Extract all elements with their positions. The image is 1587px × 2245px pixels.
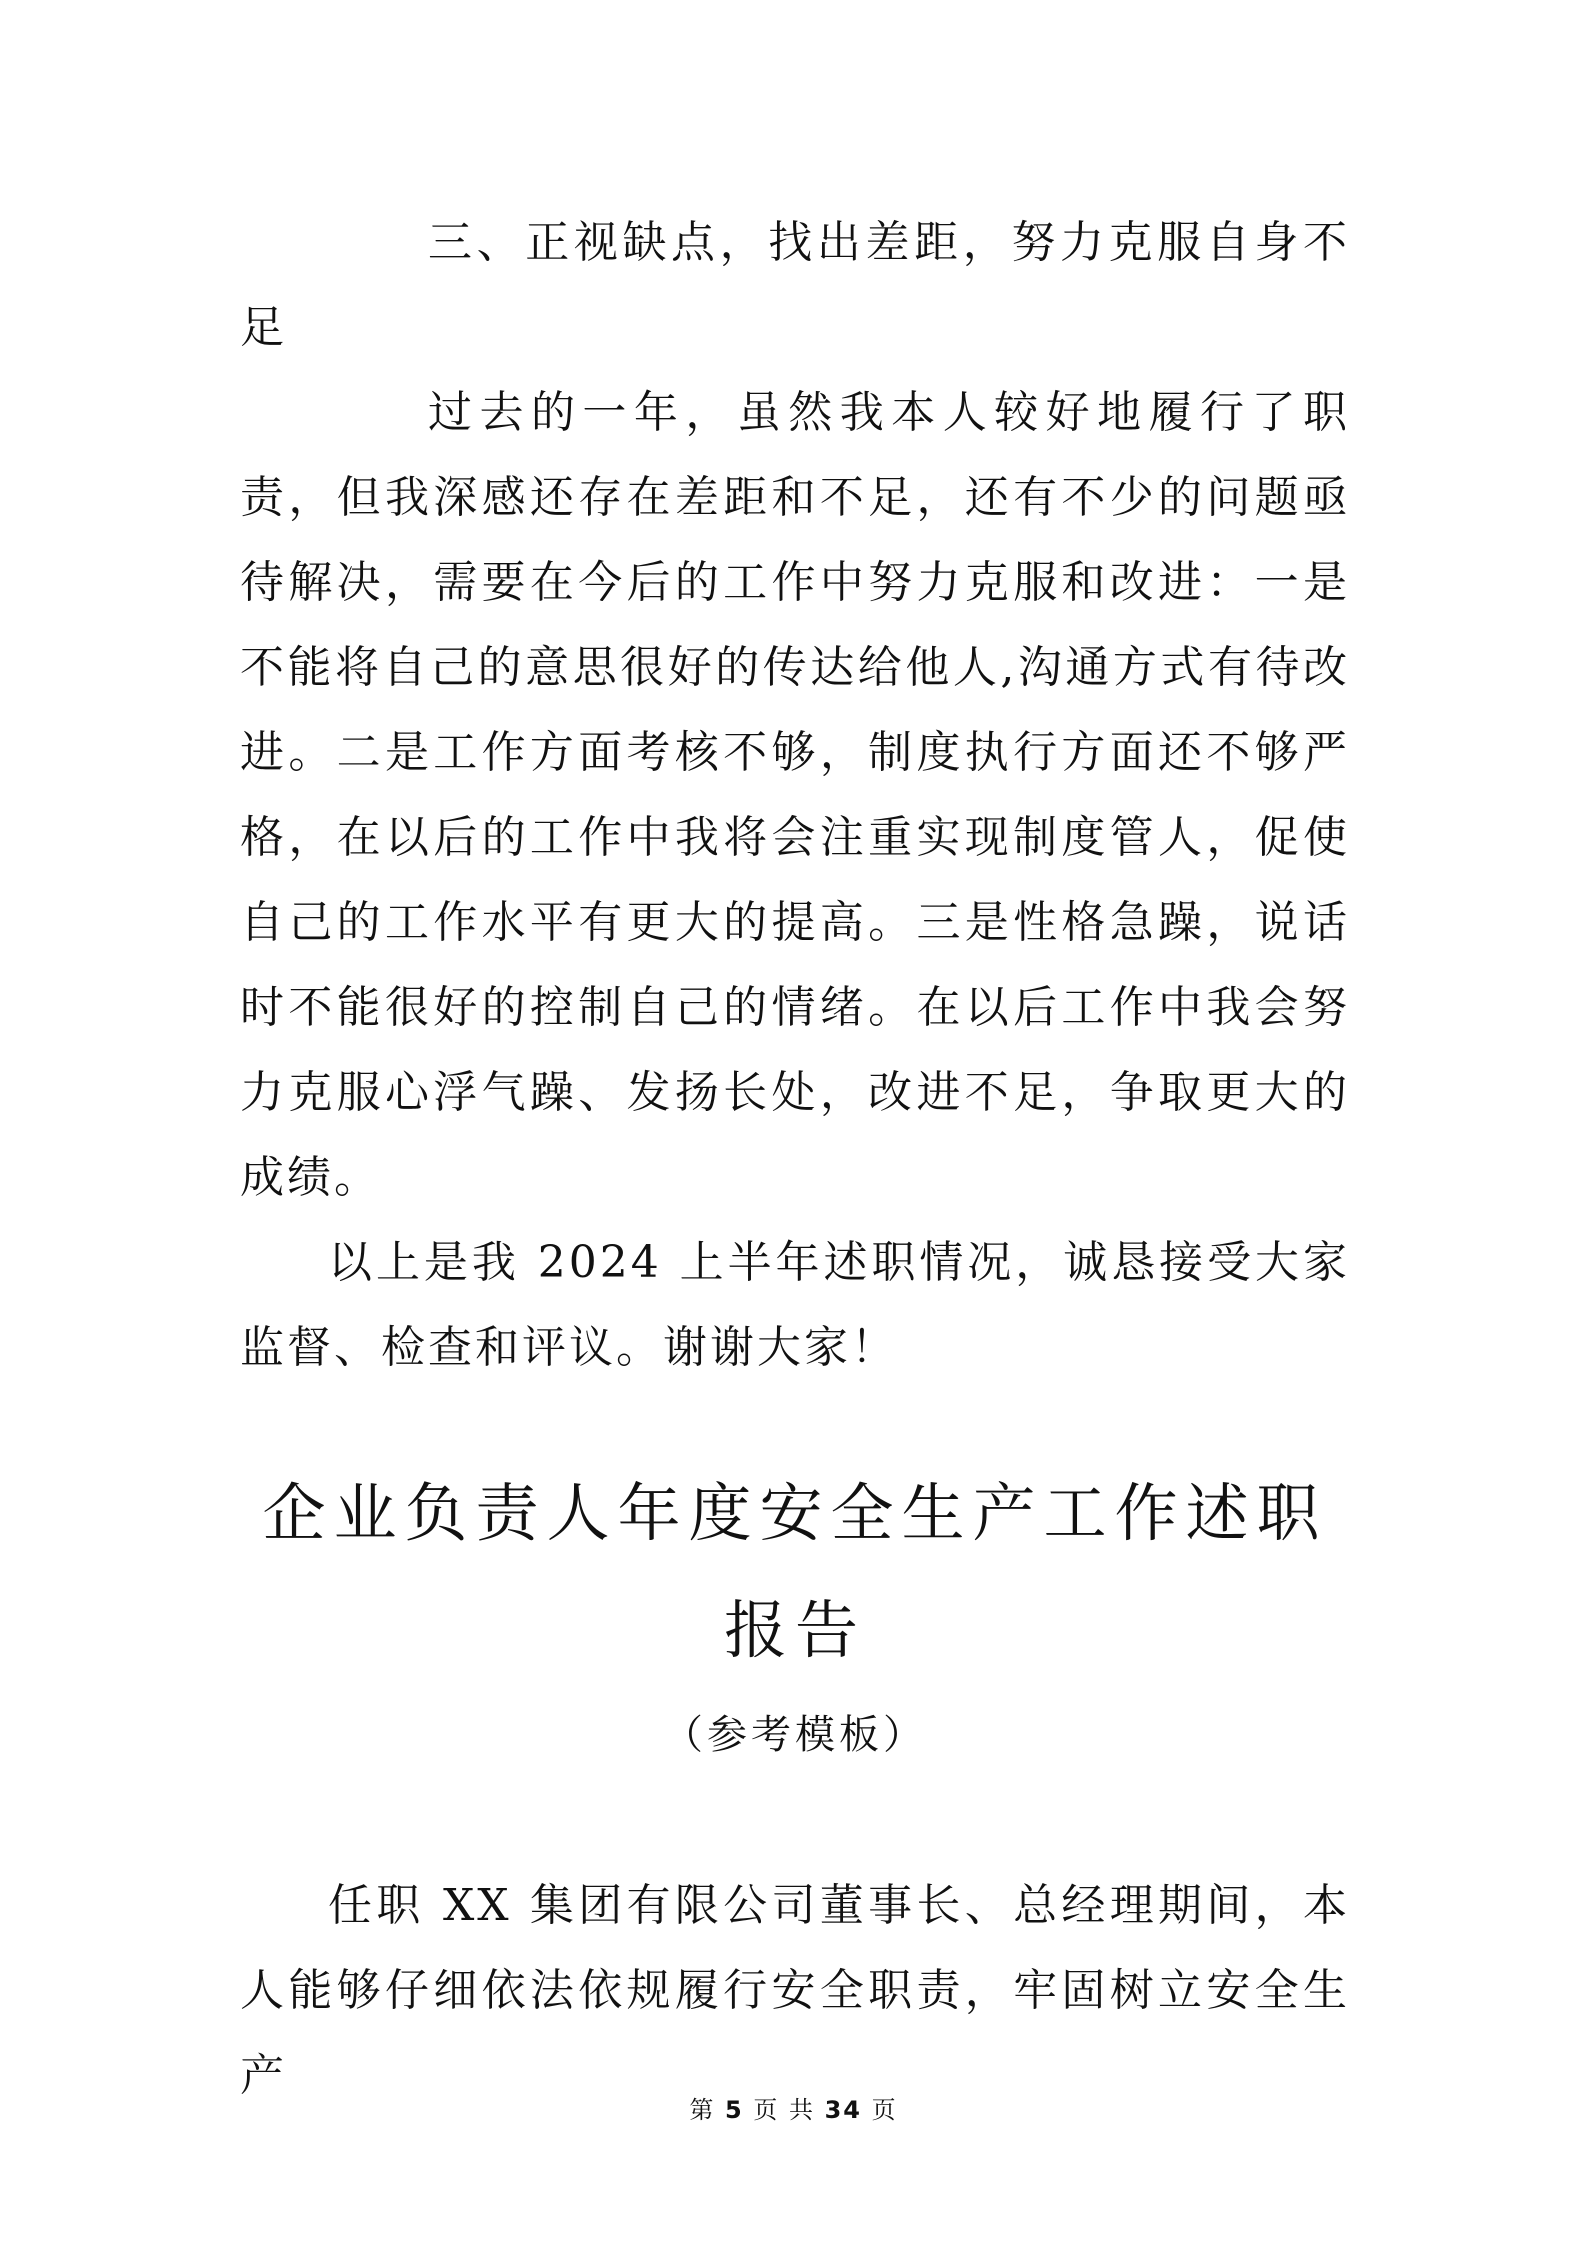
opening-paragraph: 任职 XX 集团有限公司董事长、总经理期间，本人能够仔细依法依规履行安全职责，牢固树立安全生产 bbox=[240, 1880, 1350, 2101]
section-3-block bbox=[240, 200, 1350, 1390]
footer-prefix: 第 bbox=[689, 2096, 716, 2124]
page-footer bbox=[0, 2095, 1587, 2125]
section-heading: 三、正视缺点，找出差距，努力克服自身不足 bbox=[240, 217, 1350, 353]
footer-middle: 页 共 bbox=[753, 2096, 815, 2124]
footer-suffix: 页 bbox=[871, 2096, 898, 2124]
closing-paragraph: 以上是我 2024 上半年述职情况，诚恳接受大家监督、检查和评议。谢谢大家！ bbox=[240, 1237, 1350, 1373]
section-body-paragraph: 过去的一年，虽然我本人较好地履行了职责，但我深感还存在差距和不足，还有不少的问题亟待解决，需要在今后的工作中努力克服和改进：一是不能将自己的意思很好的传达给他人,沟通方式有待改进。二是工作方面考核不够，制度执行方面还不够严格，在以后的工作中我将会注重实现制度管人，促使自己的工作水平有更大的提高。三是性格急躁，说话时不能很好的控制自己的情绪。在以后工作中我会努力克服心浮气躁、发扬长处，改进不足，争取更大的成绩。 bbox=[240, 387, 1350, 1203]
total-page-count: 34 bbox=[824, 2096, 863, 2124]
document-subtitle: （参考模板） bbox=[663, 1712, 927, 1758]
document-title: 企业负责人年度安全生产工作述职报告 bbox=[262, 1477, 1328, 1667]
current-page-number: 5 bbox=[724, 2096, 744, 2124]
opening-block bbox=[240, 1863, 1350, 2118]
